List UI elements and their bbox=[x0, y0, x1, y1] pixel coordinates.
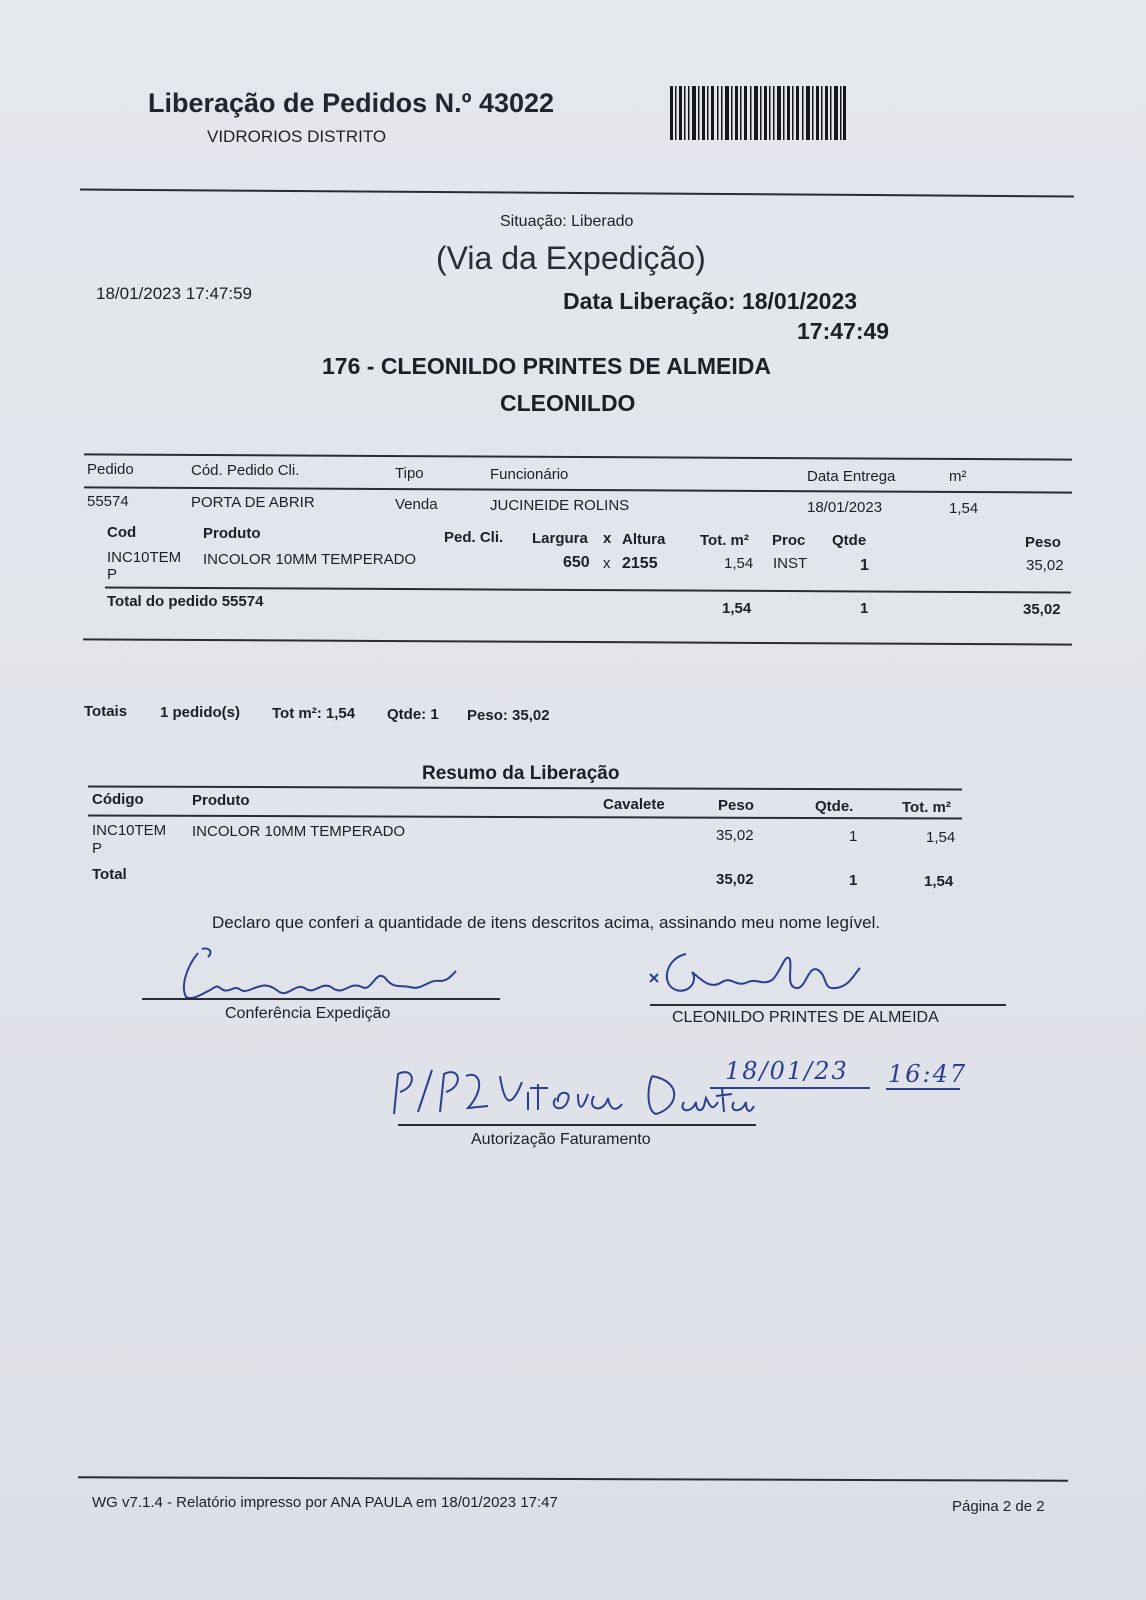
footer-print-info: WG v7.1.4 - Relatório impresso por ANA PAULA em 18/01/2023 17:47 bbox=[92, 1494, 558, 1511]
summary-col-peso: Peso bbox=[718, 797, 754, 814]
summary-peso: 35,02 bbox=[716, 827, 754, 844]
order-table-top-border bbox=[84, 453, 1072, 460]
item-col-largura: Largura bbox=[532, 530, 588, 547]
order-type: Venda bbox=[395, 496, 438, 513]
col-funcionario: Funcionário bbox=[490, 466, 569, 483]
item-col-ped-cli: Ped. Cli. bbox=[444, 529, 504, 546]
handwritten-time-underline bbox=[886, 1088, 960, 1090]
handwritten-date: 18/01/23 bbox=[725, 1057, 849, 1085]
print-datetime: 18/01/2023 17:47:59 bbox=[96, 284, 252, 303]
summary-qtde: 1 bbox=[849, 828, 858, 845]
page-number: Página 2 de 2 bbox=[952, 1498, 1045, 1515]
autorizacao-signature bbox=[388, 1062, 758, 1126]
conferencia-label: Conferência Expedição bbox=[225, 1005, 391, 1022]
item-col-produto: Produto bbox=[203, 525, 261, 542]
totals-peso: Peso: 35,02 bbox=[467, 707, 550, 724]
copy-type-heading: (Via da Expedição) bbox=[436, 240, 706, 276]
conferencia-signature-line bbox=[142, 998, 500, 1000]
item-col-tot-m2: Tot. m² bbox=[700, 532, 749, 549]
summary-total-peso: 35,02 bbox=[716, 871, 754, 888]
client-order-code: PORTA DE ABRIR bbox=[191, 494, 315, 511]
summary-col-codigo: Código bbox=[92, 791, 144, 808]
totals-pedidos: 1 pedido(s) bbox=[160, 704, 241, 721]
order-m2: 1,54 bbox=[949, 500, 979, 517]
summary-code-line2: P bbox=[92, 840, 103, 857]
summary-code-line1: INC10TEM bbox=[92, 822, 167, 839]
order-header-divider bbox=[84, 486, 1072, 493]
order-total-m2: 1,54 bbox=[722, 600, 752, 617]
item-col-altura: Altura bbox=[622, 531, 666, 548]
cliente-signature-label: CLEONILDO PRINTES DE ALMEIDA bbox=[672, 1009, 939, 1026]
order-status: Situação: Liberado bbox=[500, 213, 634, 230]
client-short-name: CLEONILDO bbox=[500, 390, 636, 416]
summary-product: INCOLOR 10MM TEMPERADO bbox=[192, 823, 406, 840]
item-width: 650 bbox=[563, 554, 590, 571]
liberation-date: Data Liberação: 18/01/2023 bbox=[563, 288, 858, 314]
item-col-peso: Peso bbox=[1025, 534, 1061, 551]
summary-total-qtde: 1 bbox=[849, 872, 858, 889]
item-col-cod: Cod bbox=[107, 524, 137, 541]
cliente-signature-line bbox=[650, 1004, 1006, 1006]
summary-header-divider bbox=[88, 814, 962, 819]
autorizacao-label: Autorização Faturamento bbox=[471, 1131, 651, 1148]
item-col-qtde: Qtde bbox=[832, 532, 867, 549]
delivery-date: 18/01/2023 bbox=[807, 499, 883, 516]
item-code-line2: P bbox=[107, 566, 118, 583]
header-divider bbox=[80, 189, 1074, 198]
order-number: 55574 bbox=[87, 493, 129, 510]
item-qtde: 1 bbox=[860, 557, 869, 574]
item-x: x bbox=[603, 555, 611, 572]
handwritten-date-underline bbox=[710, 1087, 870, 1089]
summary-top-border bbox=[88, 785, 962, 790]
summary-col-produto: Produto bbox=[192, 792, 250, 809]
employee-name: JUCINEIDE ROLINS bbox=[490, 497, 630, 514]
barcode-icon bbox=[670, 86, 846, 140]
item-proc: INST bbox=[773, 555, 808, 572]
totals-qtde: Qtde: 1 bbox=[387, 706, 439, 723]
col-m2: m² bbox=[949, 468, 967, 485]
col-tipo: Tipo bbox=[395, 465, 424, 482]
summary-col-tot-m2: Tot. m² bbox=[902, 799, 951, 816]
liberation-time: 17:47:49 bbox=[797, 318, 890, 344]
handwritten-time: 16:47 bbox=[888, 1060, 968, 1088]
order-table-bottom-border bbox=[83, 638, 1072, 645]
totals-label: Totais bbox=[84, 703, 128, 720]
footer-divider bbox=[78, 1476, 1068, 1481]
col-data-entrega: Data Entrega bbox=[807, 468, 896, 485]
item-height: 2155 bbox=[622, 555, 658, 572]
summary-total-label: Total bbox=[92, 866, 127, 883]
item-peso: 35,02 bbox=[1026, 557, 1064, 574]
declaration-text: Declaro que conferi a quantidade de itens descritos acima, assinando meu nome legível. bbox=[212, 913, 881, 932]
col-pedido: Pedido bbox=[87, 461, 134, 478]
item-product: INCOLOR 10MM TEMPERADO bbox=[203, 551, 417, 568]
item-tot-m2: 1,54 bbox=[724, 555, 754, 572]
item-code-line1: INC10TEM bbox=[107, 549, 182, 566]
item-col-x: x bbox=[603, 530, 612, 547]
summary-col-cavalete: Cavalete bbox=[603, 796, 665, 813]
order-total-peso: 35,02 bbox=[1023, 601, 1061, 618]
autorizacao-signature-line bbox=[398, 1124, 756, 1126]
summary-col-qtde: Qtde. bbox=[815, 798, 854, 815]
document-title: Liberação de Pedidos N.º 43022 bbox=[148, 88, 555, 118]
summary-total-tot-m2: 1,54 bbox=[924, 873, 954, 890]
totals-m2: Tot m²: 1,54 bbox=[272, 705, 356, 722]
company-name: VIDRORIOS DISTRITO bbox=[207, 127, 387, 146]
col-cod-pedido-cli: Cód. Pedido Cli. bbox=[191, 462, 300, 479]
summary-title: Resumo da Liberação bbox=[422, 763, 620, 784]
cliente-signature bbox=[646, 940, 866, 1002]
conferencia-signature bbox=[178, 945, 458, 1005]
item-col-proc: Proc bbox=[772, 532, 806, 549]
order-total-label: Total do pedido 55574 bbox=[107, 593, 264, 610]
order-total-qtde: 1 bbox=[860, 600, 869, 617]
summary-tot-m2: 1,54 bbox=[926, 829, 956, 846]
client-name: 176 - CLEONILDO PRINTES DE ALMEIDA bbox=[322, 353, 771, 379]
